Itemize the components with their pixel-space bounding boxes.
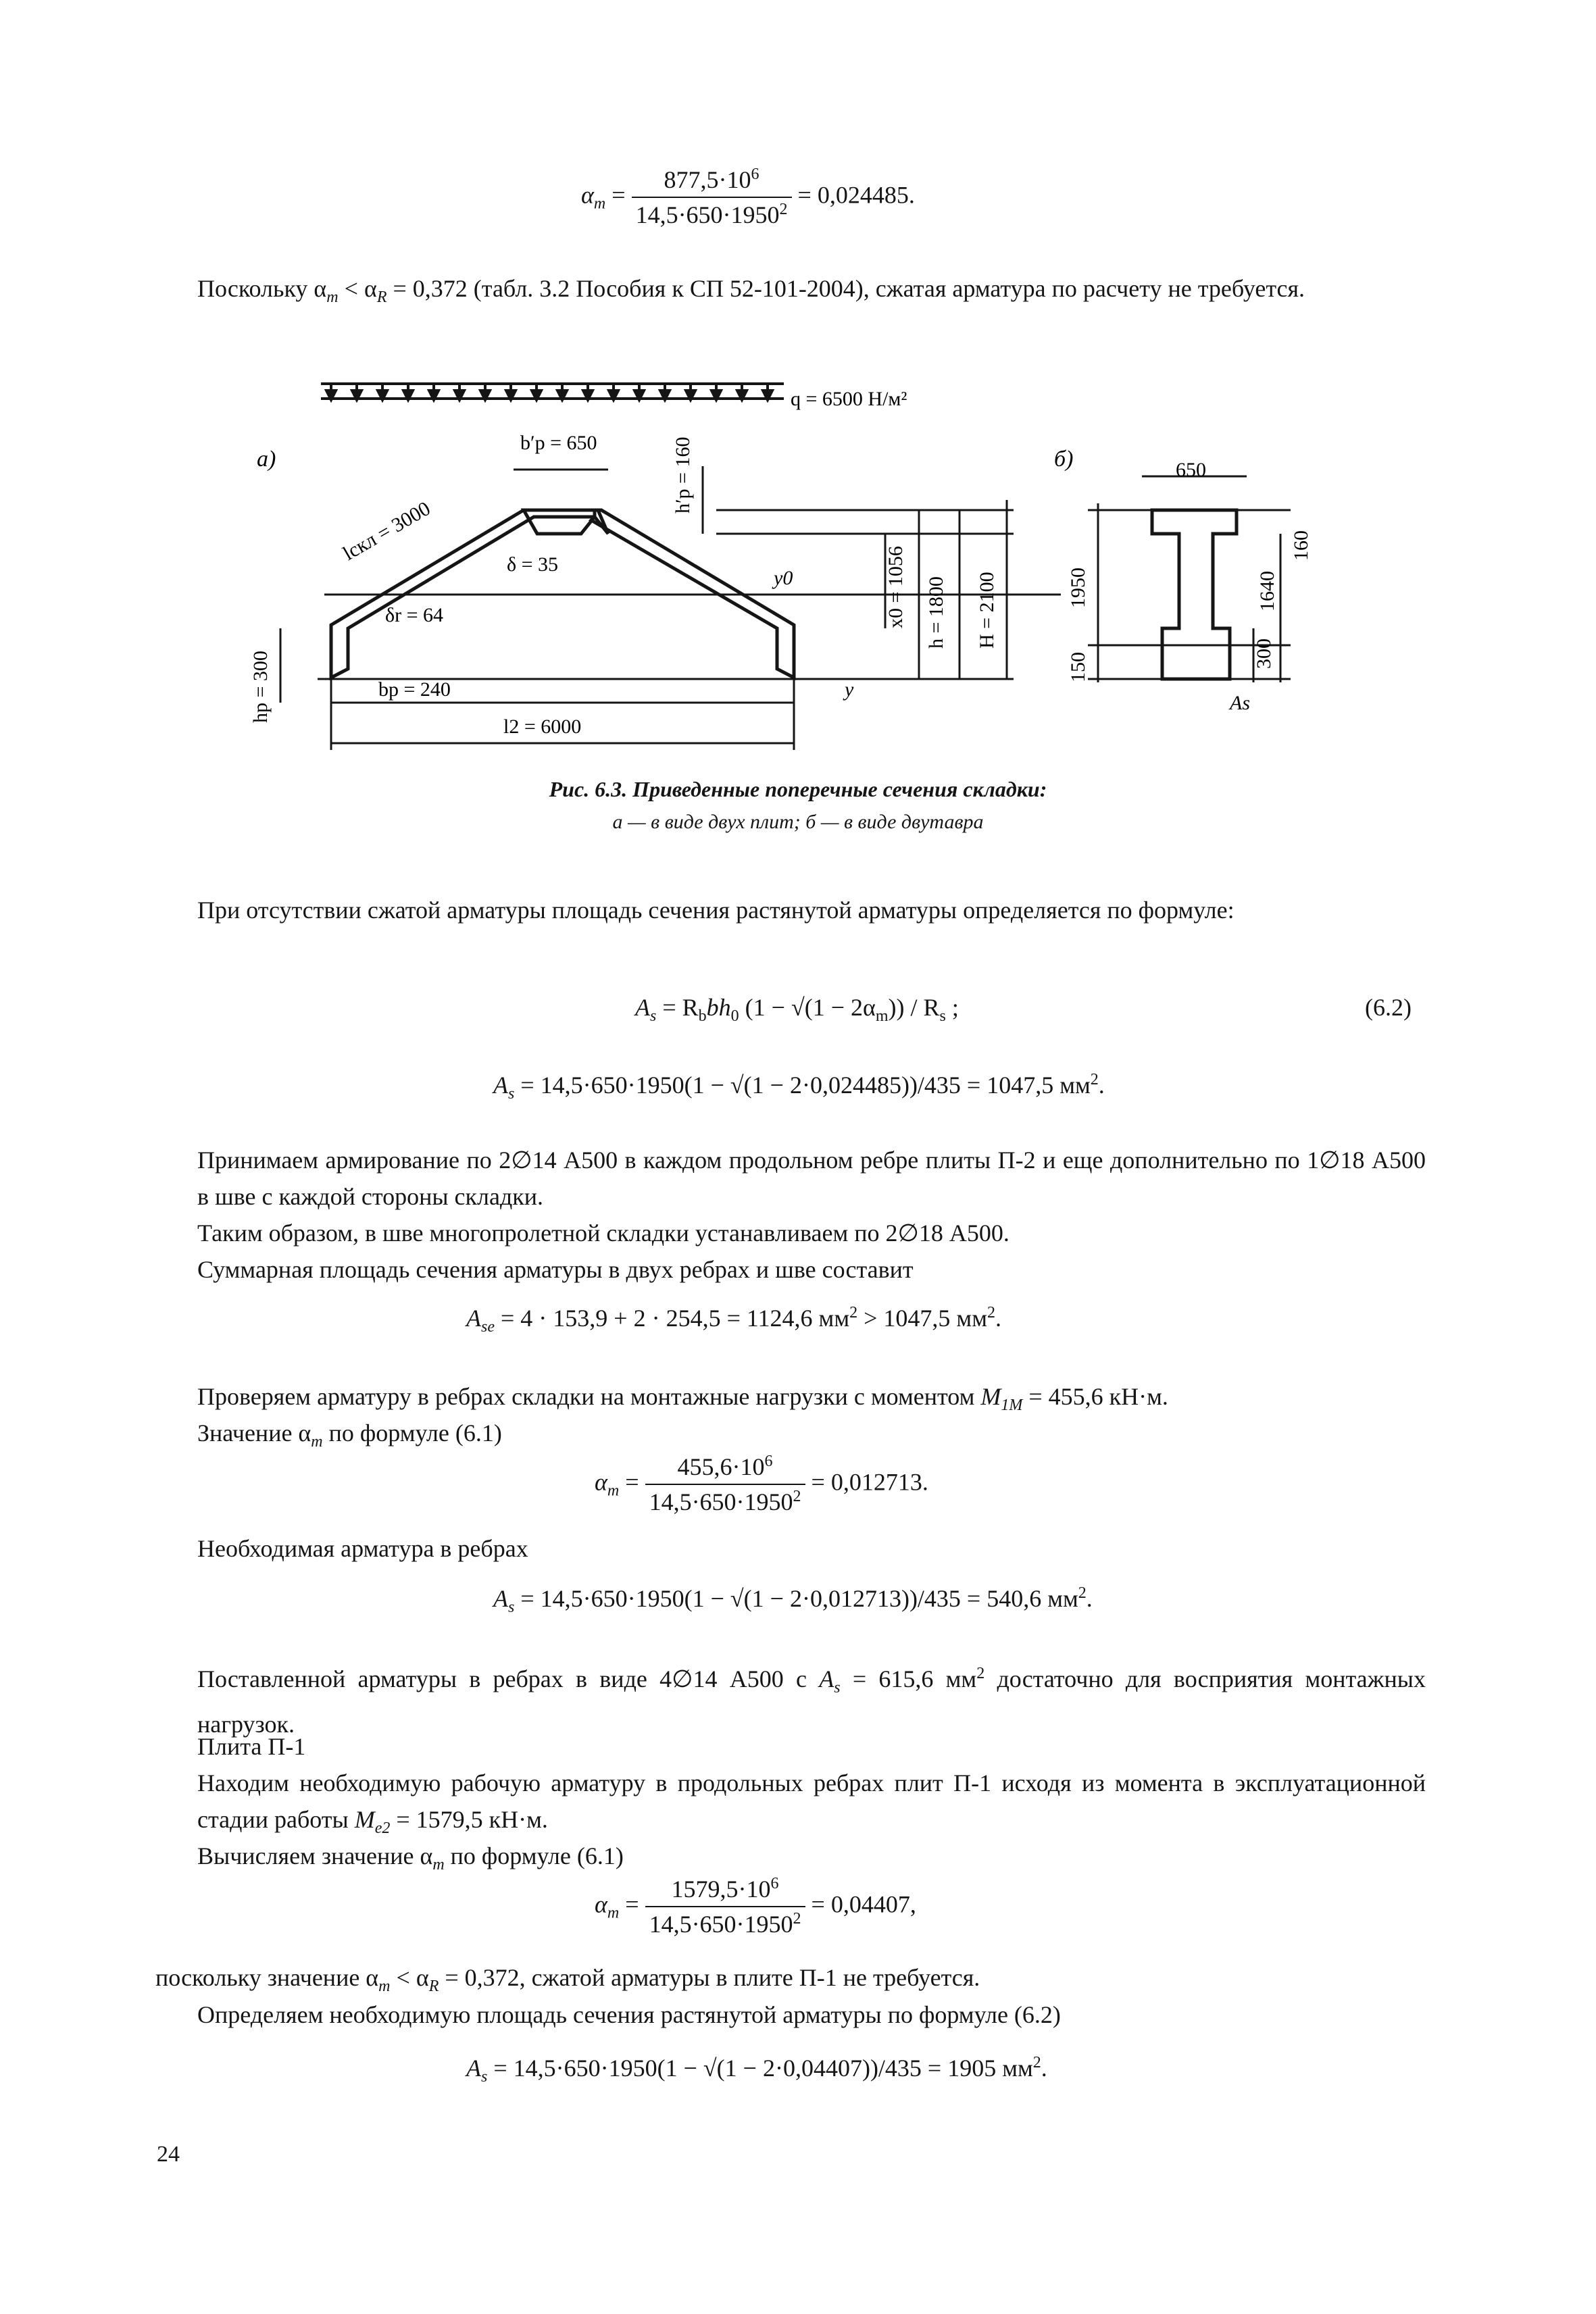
label-As: As [1230,692,1250,714]
label-hp-prime: h′p = 160 [672,436,694,513]
label-150: 150 [1067,652,1089,682]
paragraph-mounting-load: Проверяем арматуру в ребрах складки на монтажные нагрузки с моментом $M_{1M} = 455,6$ кН·м. [197,1383,1168,1415]
paragraph-find-rebar: Находим необходимую рабочую арматуру в продольных ребрах плит П-1 исходя из момента в эксплуатационной стадии работы $M_{e2} = 1579,5$ кН·м. [197,1769,1426,1838]
paragraph-plate-p1: Плита П-1 [197,1733,306,1760]
figure-caption-title: Рис. 6.3. Приведенные поперечные сечения складки: [549,777,1047,801]
formula-alpha-m-3: $\alpha_m$ = $\frac{1579,5\cdot 10^6}{14,5\cdot 650\cdot 1950^2}$ = 0,04407, [595,1875,916,1938]
label-b: б) [1054,447,1074,472]
label-x0: x0 = 1056 [884,546,907,628]
formula-lhs: α [581,181,594,209]
figure-caption-sub: а — в виде двух плит; б — в виде двутавра [612,811,984,833]
load-arrows [321,384,784,400]
label-H: H = 2100 [976,572,998,649]
paragraph-seam: Таким образом, в шве многопролетной складки устанавливаем по 2∅18 А500. [197,1219,1009,1247]
paragraph-total-area: Суммарная площадь сечения арматуры в двух ребрах и шве составит [197,1256,914,1283]
paragraph-installed-rebar: Поставленной арматуры в ребрах в виде 4∅14 А500 с $A_s = 615,6$ $мм^2$ достаточно для восприятия монтажных нагрузок. [197,1665,1426,1738]
formula-alpha-m-2: $\alpha_m$ = $\frac{455,6\cdot 10^6}{14,5\cdot 650\cdot 1950^2}$ = 0,012713. [595,1453,928,1515]
label-1950: 1950 [1067,568,1089,608]
label-lskl: lскл = 3000 [339,497,434,565]
label-l2: l2 = 6000 [503,715,582,738]
label-300: 300 [1253,638,1275,669]
paragraph-no-compressed-p1: поскольку значение $\alpha_m < \alpha_R = 0,372$, сжатой арматуры в плите П-1 не требуется. [155,1964,980,1996]
formula-result: = 0,024485. [797,181,915,209]
label-delta: δ = 35 [507,553,559,576]
paragraph-no-compressed-rebar: Поскольку $\alpha_m < \alpha_R = 0,372$ (табл. 3.2 Пособия к СП 52-101-2004), сжатая арматура по расчету не требуется. [197,275,1305,307]
section-b [1152,510,1237,679]
formula-6-2: $A_s = R_bbh_0$ $(1 - √(1 - 2\alpha_m)) / R_s$ ; [635,994,959,1026]
label-160: 160 [1290,530,1312,561]
page-number: 24 [157,2142,180,2167]
paragraph-compute-alpha: Вычисляем значение $\alpha_m$ по формуле (6.1) [197,1842,624,1874]
formula-6-2-number: (6.2) [1365,994,1412,1021]
fraction: $\frac{877,5\cdot 10^6}{14,5\cdot 650\cdot 1950^2}$ [632,166,792,229]
formula-As-2: $A_s = 14,5\cdot 650\cdot 1950(1 - √(1 - 2\cdot 0,012713))/435 = 540,6$ $мм^2$. [493,1584,1093,1617]
label-y0: y0 [774,567,793,589]
label-delta-r: δr = 64 [385,604,444,626]
formula-Ase: $A_{se} = 4 \cdot 153,9 + 2 \cdot 254,5 = 1124,6$ $мм^2 > 1047,5$ $мм^2$. [466,1304,1001,1336]
label-a: а) [257,447,276,472]
label-bp: bp = 240 [378,678,451,701]
paragraph-formula-intro: При отсутствии сжатой арматуры площадь сечения растянутой арматуры определяется по формуле: [197,897,1235,924]
paragraph-determine-area: Определяем необходимую площадь сечения растянутой арматуры по формуле (6.2) [197,2001,1061,2028]
label-bp-prime: b′p = 650 [520,432,597,454]
formula-As-1: $A_s = 14,5\cdot 650\cdot 1950(1 - √(1 - 2\cdot 0,024485))/435 = 1047,5$ $мм^2$. [493,1071,1105,1103]
label-q: q = 6500 Н/м² [791,388,907,410]
paragraph-required-rebar: Необходимая арматура в ребрах [197,1535,528,1562]
label-1640: 1640 [1256,571,1278,611]
formula-As-3: $A_s = 14,5\cdot 650\cdot 1950(1 - √(1 - 2\cdot 0,04407))/435 = 1905$ $мм^2$. [466,2054,1047,2086]
formula-alpha-m-1: $\alpha_m$ = $\frac{877,5\cdot 10^6}{14,5\cdot 650\cdot 1950^2}$ = 0,024485. [581,166,915,228]
label-h: h = 1800 [925,576,947,649]
label-hp: hp = 300 [249,651,272,723]
paragraph-alpha-value: Значение $\alpha_m$ по формуле (6.1) [197,1419,502,1451]
label-y: y [845,678,854,701]
label-650: 650 [1176,459,1206,481]
paragraph-reinforcement: Принимаем армирование по 2∅14 А500 в каждом продольном ребре плиты П-2 и еще дополнительно по 1∅18 А500 в шве с каждой стороны складки. [197,1147,1426,1210]
